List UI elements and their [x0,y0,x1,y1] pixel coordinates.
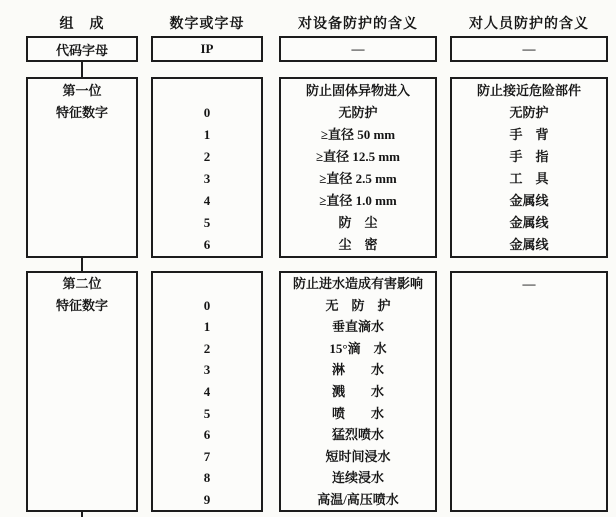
personnel-meaning-row [452,123,606,145]
digit-row [153,338,261,360]
digit-value: 8 [203,470,211,486]
equipment-meaning-text: 喷 水 [331,405,384,421]
first-numeral-digits-box [151,77,263,258]
personnel-meaning-text: 金属线 [509,237,549,253]
digit-row [153,295,261,317]
equipment-meaning-row [281,445,435,467]
equipment-meaning-row [281,381,435,403]
digit-row [153,212,261,234]
equipment-meaning-text: 连续浸水 [331,470,384,486]
first-numeral-personnel-box [450,77,608,258]
code-letter-value: IP [200,41,214,56]
digit-row [153,402,261,424]
digit-value: 6 [203,237,211,253]
equipment-meaning-row [281,359,435,381]
code-letter-value-box [151,36,263,62]
code-letter-personnel-box [450,36,608,62]
digit-value: 6 [203,427,211,443]
equipment-meaning-row [281,212,435,234]
second-numeral-equipment-box [279,271,437,512]
first-numeral-equipment-box [279,77,437,258]
empty-row [153,273,261,295]
equipment-meaning-text: 溅 水 [331,384,384,399]
personnel-meaning-row [452,101,606,123]
equipment-meaning-row [281,168,435,190]
equipment-meaning-text: 垂直滴水 [331,319,384,335]
column-header-composition: 组 成 [59,17,105,32]
equipment-meaning-text: ≥直径 50 mm [320,126,396,142]
column-header-equipment-meaning: 对设备防护的含义 [298,17,418,32]
spacer [28,123,136,256]
personnel-meaning-text: 金属线 [509,193,549,209]
second-numeral-label-line2: 特征数字 [55,297,108,313]
column-header-personnel-meaning: 对人员防护的含义 [469,17,589,32]
personnel-meaning-text: 金属线 [509,215,549,231]
equipment-meaning-text: ≥直径 1.0 mm [319,193,397,209]
equipment-meaning-row [281,123,435,145]
equipment-meaning-row [281,488,435,510]
equipment-meaning-text: 淋 水 [331,362,384,378]
code-letter-label: 代码字母 [55,42,108,58]
digit-value: 2 [203,340,211,356]
digit-row [153,488,261,510]
code-letter-personnel-dash: — [522,41,536,56]
equipment-meaning-row [281,101,435,123]
digit-row [153,445,261,467]
digit-row [153,168,261,190]
personnel-meaning-text: 无防护 [509,104,549,120]
second-numeral-digits-box [151,271,263,512]
first-numeral-label-line1: 第一位 [62,82,102,98]
equipment-meaning-text: 15°滴 水 [329,340,387,356]
digit-row [153,316,261,338]
equipment-header-row: 防止固体异物进入 [305,82,410,98]
digit-row [153,359,261,381]
spacer [452,295,606,510]
digit-value: 4 [203,193,211,209]
digit-row [153,424,261,446]
personnel-meaning-row [452,212,606,234]
equipment-meaning-text: 猛烈喷水 [331,427,384,443]
digit-value: 9 [203,491,211,507]
digit-value: 0 [203,104,211,120]
digit-row [153,101,261,123]
equipment-meaning-row [281,338,435,360]
digit-value: 3 [203,362,211,378]
personnel-meaning-row [452,234,606,256]
digit-value: 4 [203,384,211,399]
equipment-meaning-text: 高温/高压喷水 [317,491,399,507]
personnel-meaning-text: 手 背 [509,126,549,142]
digit-row [153,190,261,212]
equipment-meaning-text: ≥直径 2.5 mm [319,171,397,187]
digit-row [153,381,261,403]
personnel-header-row: — [522,276,536,292]
code-letter-equipment-dash: — [351,41,365,56]
digit-value: 1 [203,126,211,142]
equipment-meaning-text: 防 尘 [338,215,378,231]
equipment-meaning-text: 短时间浸水 [325,448,391,464]
first-numeral-label-line2: 特征数字 [55,104,108,120]
code-letter-equipment-box [279,36,437,62]
personnel-meaning-text: 工 具 [509,171,549,187]
personnel-meaning-row [452,168,606,190]
equipment-meaning-row [281,402,435,424]
equipment-meaning-row [281,316,435,338]
spacer [28,316,136,510]
equipment-meaning-text: 无防护 [338,104,378,120]
equipment-meaning-row [281,467,435,489]
personnel-meaning-row [452,190,606,212]
digit-value: 0 [203,297,211,313]
equipment-meaning-row [281,424,435,446]
personnel-meaning-row [452,145,606,167]
personnel-meaning-text: 手 指 [509,148,549,164]
empty-row [153,79,261,101]
digit-row [153,123,261,145]
digit-row [153,234,261,256]
column-header-numeral-or-letter: 数字或字母 [169,17,245,32]
digit-value: 5 [203,405,211,421]
digit-row [153,145,261,167]
first-numeral-label-box [26,77,138,258]
equipment-meaning-text: 无 防 护 [325,297,391,313]
digit-row [153,467,261,489]
equipment-meaning-row [281,190,435,212]
second-numeral-personnel-box [450,271,608,512]
code-letter-label-box [26,36,138,62]
digit-value: 5 [203,215,211,231]
personnel-header-row: 防止接近危险部件 [476,82,581,98]
digit-value: 3 [203,171,211,187]
equipment-meaning-row [281,295,435,317]
equipment-meaning-row [281,234,435,256]
connector-line-1 [81,61,83,77]
equipment-meaning-row [281,145,435,167]
connector-line-2 [81,257,83,271]
second-numeral-label-line1: 第二位 [62,276,102,292]
equipment-meaning-text: 尘 密 [338,237,378,253]
digit-value: 2 [203,148,211,164]
digit-value: 1 [203,319,211,335]
second-numeral-label-box [26,271,138,512]
digit-value: 7 [203,448,211,464]
equipment-header-row: 防止进水造成有害影响 [292,276,423,292]
equipment-meaning-text: ≥直径 12.5 mm [315,148,401,164]
